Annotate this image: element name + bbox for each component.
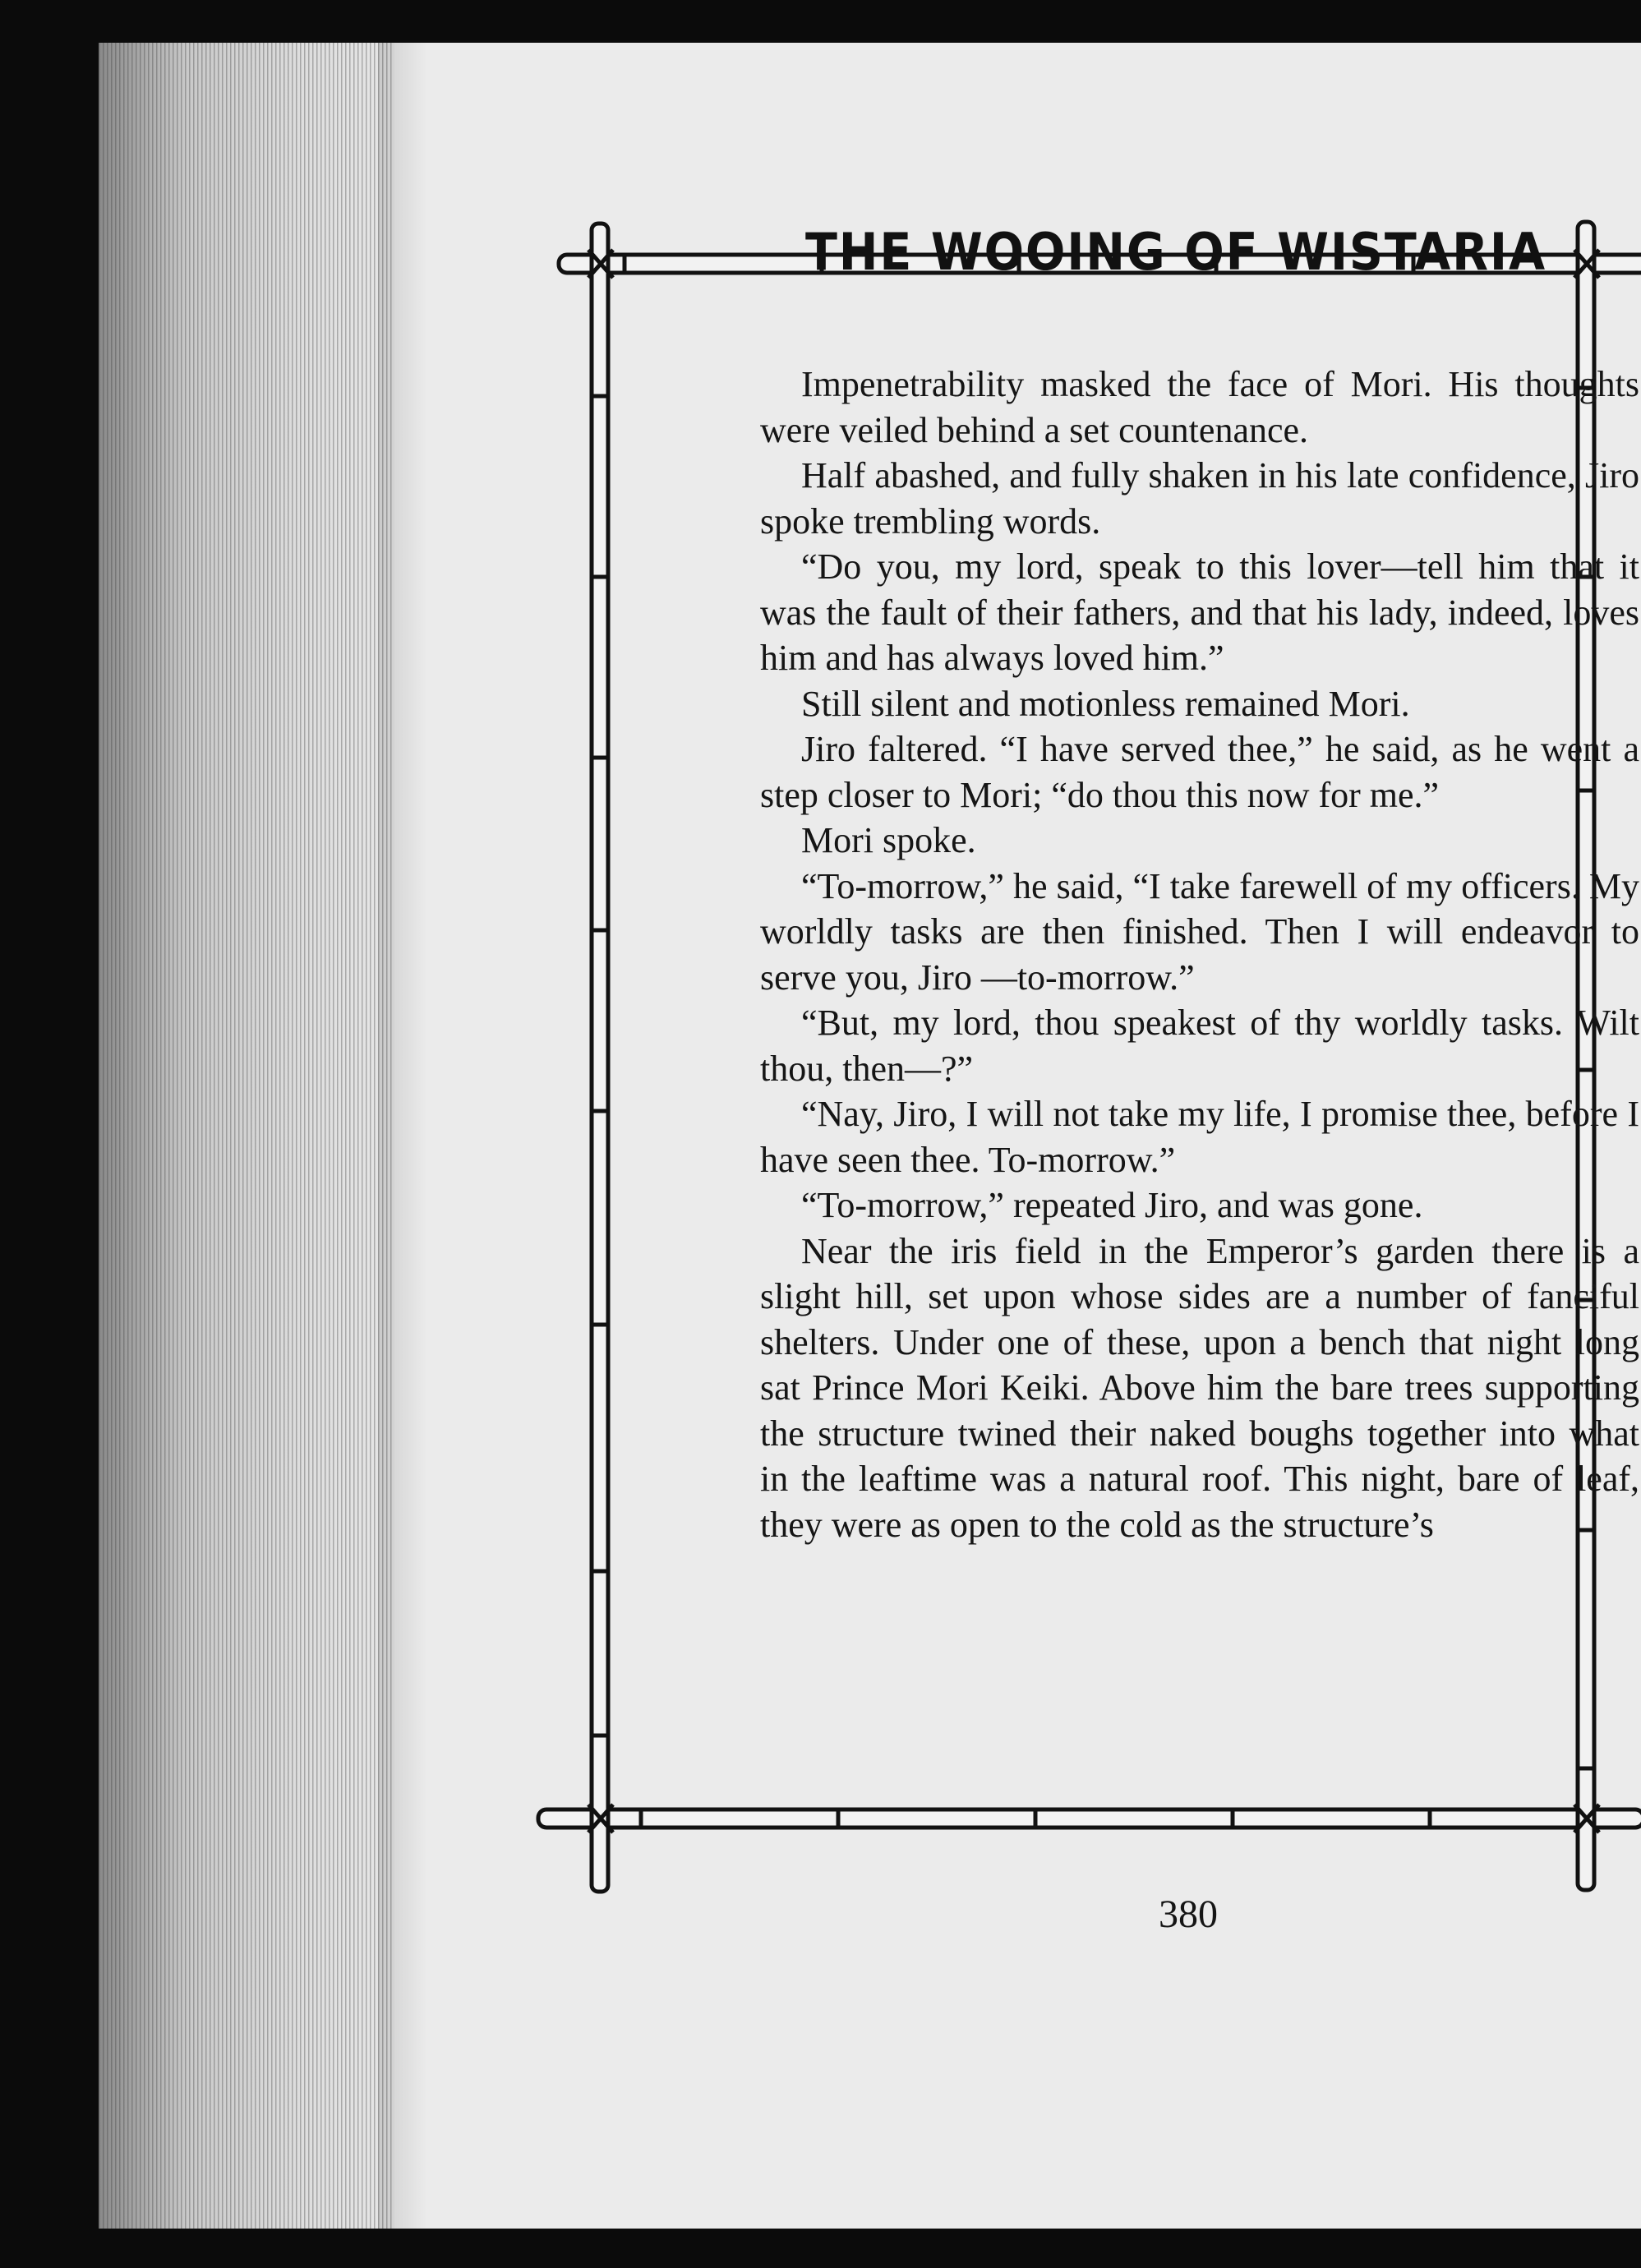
- book-page: [99, 43, 1641, 2229]
- paragraph: “To-morrow,” repeated Jiro, and was gone.: [801, 1185, 1423, 1225]
- paragraph: Jiro faltered. “I have served thee,” he said, as he went a step closer to Mori; “do thou this now for me.”: [760, 729, 1639, 815]
- paragraph: “Do you, my lord, speak to this lover—tell him that it was the fault of their fathers, and that his lady, indeed, loves him and has always loved him.”: [760, 546, 1639, 678]
- page-number: 380: [1159, 1892, 1218, 1936]
- paragraph: “But, my lord, thou speakest of thy worldly tasks. Wilt thou, then—?”: [760, 1003, 1639, 1089]
- paragraph: “Nay, Jiro, I will not take my life, I promise thee, before I have seen thee. To-morrow.”: [760, 1094, 1639, 1180]
- paragraph: Impenetrability masked the face of Mori. His thoughts were veiled behind a set countenance.: [760, 364, 1639, 450]
- paragraph: Mori spoke.: [801, 820, 976, 860]
- paragraph: Half abashed, and fully shaken in his late confidence, Jiro spoke trembling words.: [760, 455, 1639, 542]
- body-text: [760, 362, 1639, 1547]
- running-head: THE WOOING OF WISTARIA: [805, 222, 1547, 282]
- paragraph: “To-morrow,” he said, “I take farewell of my officers. My worldly tasks are then finished. Then I will endeavor to serve you, Jiro —to-morrow.”: [760, 865, 1639, 998]
- paragraph: Near the iris field in the Emperor’s garden there is a slight hill, set upon whose sides are a number of fanciful shelters. Under one of these, upon a bench that night long sat Prince Mori Keiki. Above him the bare trees supporting the structure twined their naked boughs together into what in the leaftime was a natural roof. This night, bare of leaf, they were as open to the cold as the structure’s: [760, 1230, 1639, 1545]
- paragraph: Still silent and motionless remained Mori.: [801, 683, 1410, 724]
